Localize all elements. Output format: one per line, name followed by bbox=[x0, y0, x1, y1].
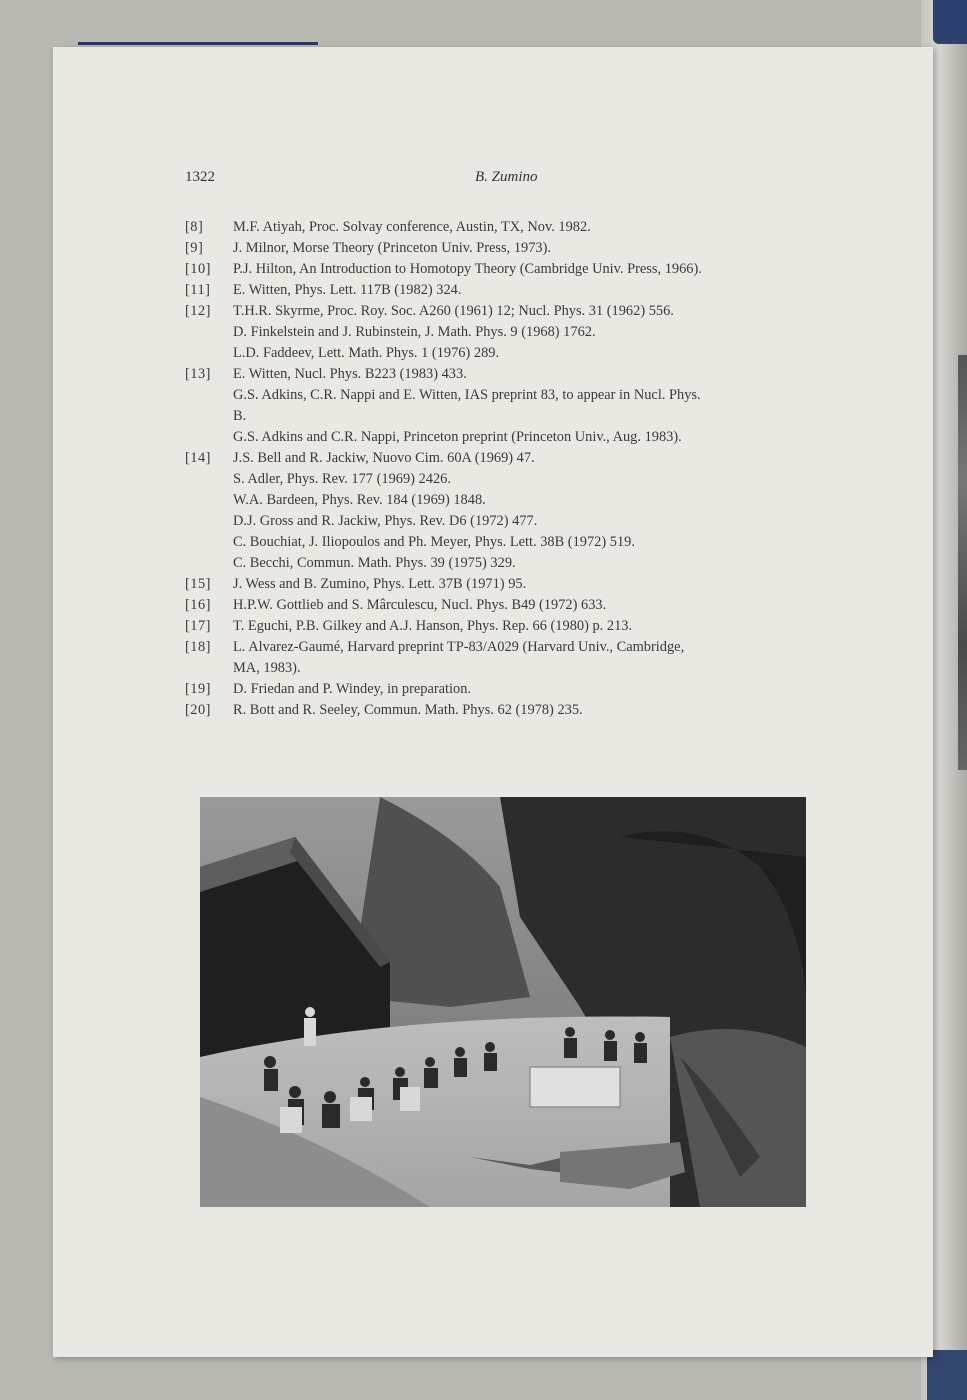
reference-item bbox=[185, 364, 845, 448]
reference-text bbox=[233, 616, 845, 637]
reference-item bbox=[185, 259, 845, 280]
reference-item bbox=[185, 616, 845, 637]
reference-number: [19] bbox=[185, 681, 211, 697]
page-number: 1322 bbox=[185, 169, 215, 185]
reference-line: P.J. Hilton, An Introduction to Homotopy Theory (Cambridge Univ. Press, 1966). bbox=[233, 261, 702, 277]
reference-number: [18] bbox=[185, 639, 211, 655]
reference-line: M.F. Atiyah, Proc. Solvay conference, Austin, TX, Nov. 1982. bbox=[233, 219, 591, 235]
reference-text bbox=[233, 364, 845, 448]
reference-line: T.H.R. Skyrme, Proc. Roy. Soc. A260 (1961) 12; Nucl. Phys. 31 (1962) 556. bbox=[233, 303, 674, 319]
reference-text bbox=[233, 595, 845, 616]
reference-line: W.A. Bardeen, Phys. Rev. 184 (1969) 1848. bbox=[233, 492, 486, 508]
reference-number: [11] bbox=[185, 282, 211, 298]
reference-number: [12] bbox=[185, 303, 211, 319]
reference-line: T. Eguchi, P.B. Gilkey and A.J. Hanson, Phys. Rep. 66 (1980) p. 213. bbox=[233, 618, 633, 634]
cover-edge-rule bbox=[78, 42, 318, 45]
reference-line: G.S. Adkins, C.R. Nappi and E. Witten, IAS preprint 83, to appear in Nucl. Phys. bbox=[233, 387, 701, 403]
reference-line: D.J. Gross and R. Jackiw, Phys. Rev. D6 (1972) 477. bbox=[233, 513, 538, 529]
reference-text bbox=[233, 679, 845, 700]
reference-line: J. Milnor, Morse Theory (Princeton Univ. Press, 1973). bbox=[233, 240, 551, 256]
reference-number: [9] bbox=[185, 240, 204, 256]
reference-line: E. Witten, Phys. Lett. 117B (1982) 324. bbox=[233, 282, 462, 298]
reference-number: [17] bbox=[185, 618, 211, 634]
reference-line: J.S. Bell and R. Jackiw, Nuovo Cim. 60A (1969) 47. bbox=[233, 450, 535, 466]
reference-text bbox=[233, 301, 845, 364]
reference-text bbox=[233, 280, 845, 301]
reference-item bbox=[185, 700, 845, 721]
reference-item bbox=[185, 679, 845, 700]
reference-line: E. Witten, Nucl. Phys. B223 (1983) 433. bbox=[233, 366, 467, 382]
reference-number: [10] bbox=[185, 261, 211, 277]
reference-line: S. Adler, Phys. Rev. 177 (1969) 2426. bbox=[233, 471, 451, 487]
reference-item bbox=[185, 301, 845, 364]
reference-text bbox=[233, 637, 845, 679]
running-head bbox=[185, 169, 885, 189]
reference-number: [16] bbox=[185, 597, 211, 613]
reference-number: [14] bbox=[185, 450, 211, 466]
next-page-photo-edge bbox=[958, 355, 967, 770]
running-author: B. Zumino bbox=[475, 169, 538, 185]
reference-list bbox=[185, 217, 845, 721]
reference-item bbox=[185, 574, 845, 595]
reference-line: C. Bouchiat, J. Iliopoulos and Ph. Meyer, Phys. Lett. 38B (1972) 519. bbox=[233, 534, 635, 550]
reference-line: L. Alvarez-Gaumé, Harvard preprint TP-83/A029 (Harvard Univ., Cambridge, bbox=[233, 639, 685, 655]
group-outdoor-photo bbox=[200, 797, 806, 1207]
reference-line: MA, 1983). bbox=[233, 660, 301, 676]
reference-line: G.S. Adkins and C.R. Nappi, Princeton preprint (Princeton Univ., Aug. 1983). bbox=[233, 429, 682, 445]
reference-text bbox=[233, 448, 845, 574]
reference-text bbox=[233, 700, 845, 721]
reference-text bbox=[233, 238, 845, 259]
reference-text bbox=[233, 574, 845, 595]
reference-line: C. Becchi, Commun. Math. Phys. 39 (1975) 329. bbox=[233, 555, 516, 571]
reference-line: J. Wess and B. Zumino, Phys. Lett. 37B (1971) 95. bbox=[233, 576, 527, 592]
reference-item bbox=[185, 595, 845, 616]
reference-number: [13] bbox=[185, 366, 211, 382]
reference-item bbox=[185, 238, 845, 259]
reference-text bbox=[233, 259, 845, 280]
cover-edge-top bbox=[933, 0, 967, 44]
reference-line: R. Bott and R. Seeley, Commun. Math. Phys. 62 (1978) 235. bbox=[233, 702, 583, 718]
reference-item bbox=[185, 637, 845, 679]
reference-line: H.P.W. Gottlieb and S. Mârculescu, Nucl. Phys. B49 (1972) 633. bbox=[233, 597, 607, 613]
reference-line: B. bbox=[233, 408, 247, 424]
reference-item bbox=[185, 217, 845, 238]
reference-text bbox=[233, 217, 845, 238]
reference-item bbox=[185, 448, 845, 574]
book-page bbox=[53, 47, 933, 1357]
reference-number: [8] bbox=[185, 219, 204, 235]
reference-item bbox=[185, 280, 845, 301]
cover-edge-bottom bbox=[927, 1350, 967, 1400]
reference-line: L.D. Faddeev, Lett. Math. Phys. 1 (1976) 289. bbox=[233, 345, 500, 361]
reference-line: D. Friedan and P. Windey, in preparation. bbox=[233, 681, 472, 697]
reference-number: [20] bbox=[185, 702, 211, 718]
reference-number: [15] bbox=[185, 576, 211, 592]
reference-line: D. Finkelstein and J. Rubinstein, J. Math. Phys. 9 (1968) 1762. bbox=[233, 324, 596, 340]
